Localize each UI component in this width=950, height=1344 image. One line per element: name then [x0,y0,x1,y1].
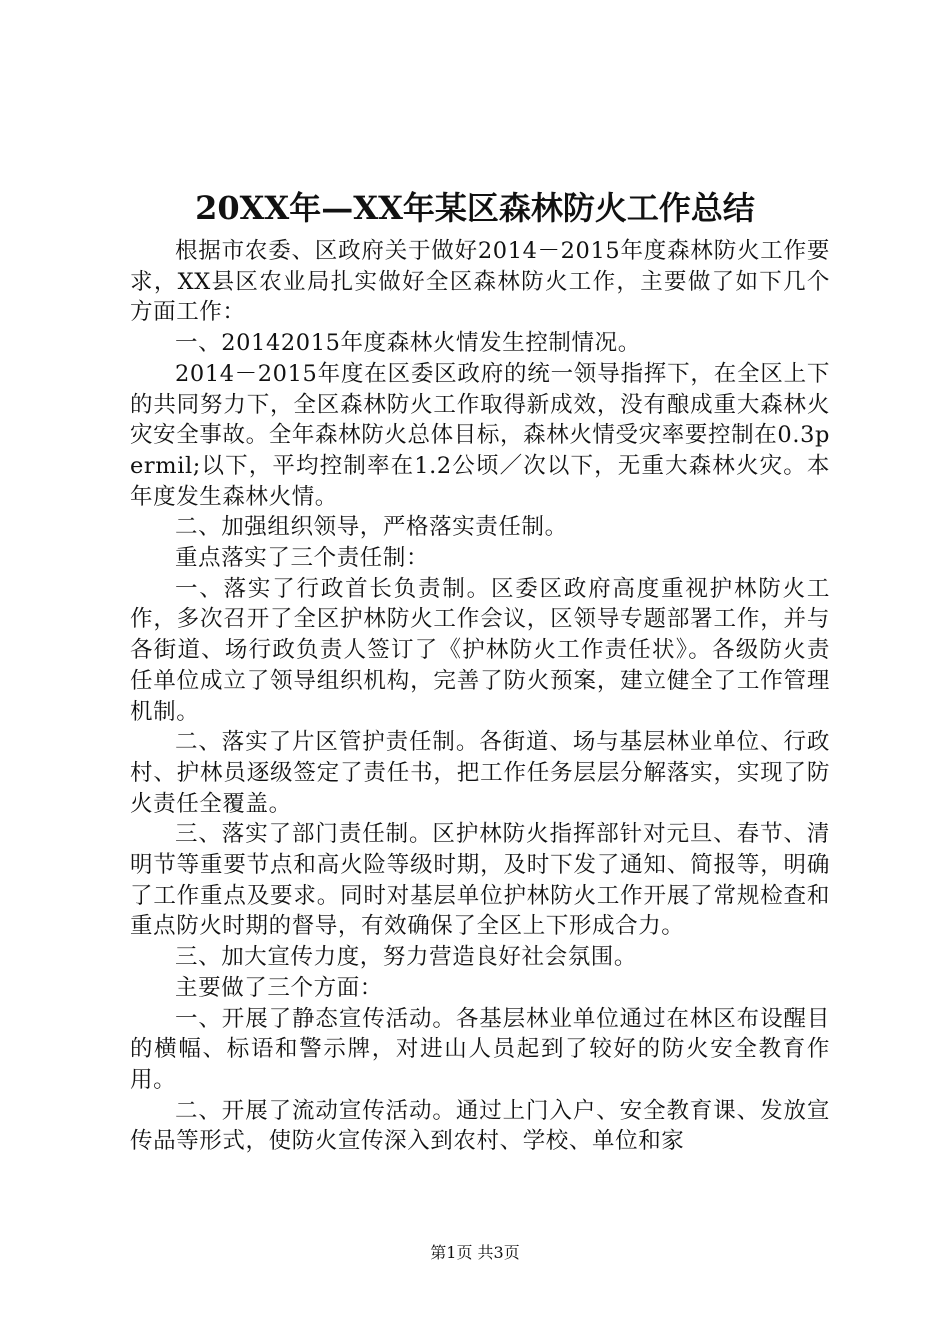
paragraph-publicity-1: 一、开展了静态宣传活动。各基层林业单位通过在林区布设醒目的横幅、标语和警示牌，对进山人员起到了较好的防火安全教育作用。 [130,1005,830,1093]
paragraph-publicity-2: 二、开展了流动宣传活动。通过上门入户、安全教育课、发放宣传品等形式，使防火宣传深入到农村、学校、单位和家 [130,1097,830,1155]
paragraph-responsibility-1: 一、落实了行政首长负责制。区委区政府高度重视护林防火工作，多次召开了全区护林防火工作会议，区领导专题部署工作，并与各街道、场行政负责人签订了《护林防火工作责任状》。各级防火责任单位成立了领导组织机构，完善了防火预案，建立健全了工作管理机制。 [130,575,830,725]
section-heading-1: 一、20142015年度森林火情发生控制情况。 [175,330,641,357]
document-body [130,236,830,1157]
paragraph-publicity-intro: 主要做了三个方面： [175,974,383,1001]
paragraph-responsibility-2: 二、落实了片区管护责任制。各街道、场与基层林业单位、行政村、护林员逐级签定了责任书，把工作任务层层分解落实，实现了防火责任全覆盖。 [130,729,830,817]
section-heading-3: 三、加大宣传力度，努力营造良好社会氛围。 [175,944,638,971]
document-title: 20XX年—XX年某区森林防火工作总结 [195,189,755,227]
page-number: 第1页 共3页 [430,1243,520,1262]
paragraph-responsibility-3: 三、落实了部门责任制。区护林防火指挥部针对元旦、春节、清明节等重要节点和高火险等级时期，及时下发了通知、简报等，明确了工作重点及要求。同时对基层单位护林防火工作开展了常规检查和重点防火时期的督导，有效确保了全区上下形成合力。 [130,821,830,940]
paragraph-fire-control: 2014－2015年度在区委区政府的统一领导指挥下，在全区上下的共同努力下，全区森林防火工作取得新成效，没有酿成重大森林火灾安全事故。全年森林防火总体目标，森林火情受灾率要控制在0.3permil;以下，平均控制率在1.2公顷／次以下，无重大森林火灾。本年度发生森林火情。 [130,360,830,510]
paragraph-responsibility-intro: 重点落实了三个责任制： [175,545,430,572]
paragraph-intro: 根据市农委、区政府关于做好2014－2015年度森林防火工作要求，XX县区农业局扎实做好全区森林防火工作，主要做了如下几个方面工作： [130,238,830,326]
section-heading-2: 二、加强组织领导，严格落实责任制。 [175,514,568,541]
